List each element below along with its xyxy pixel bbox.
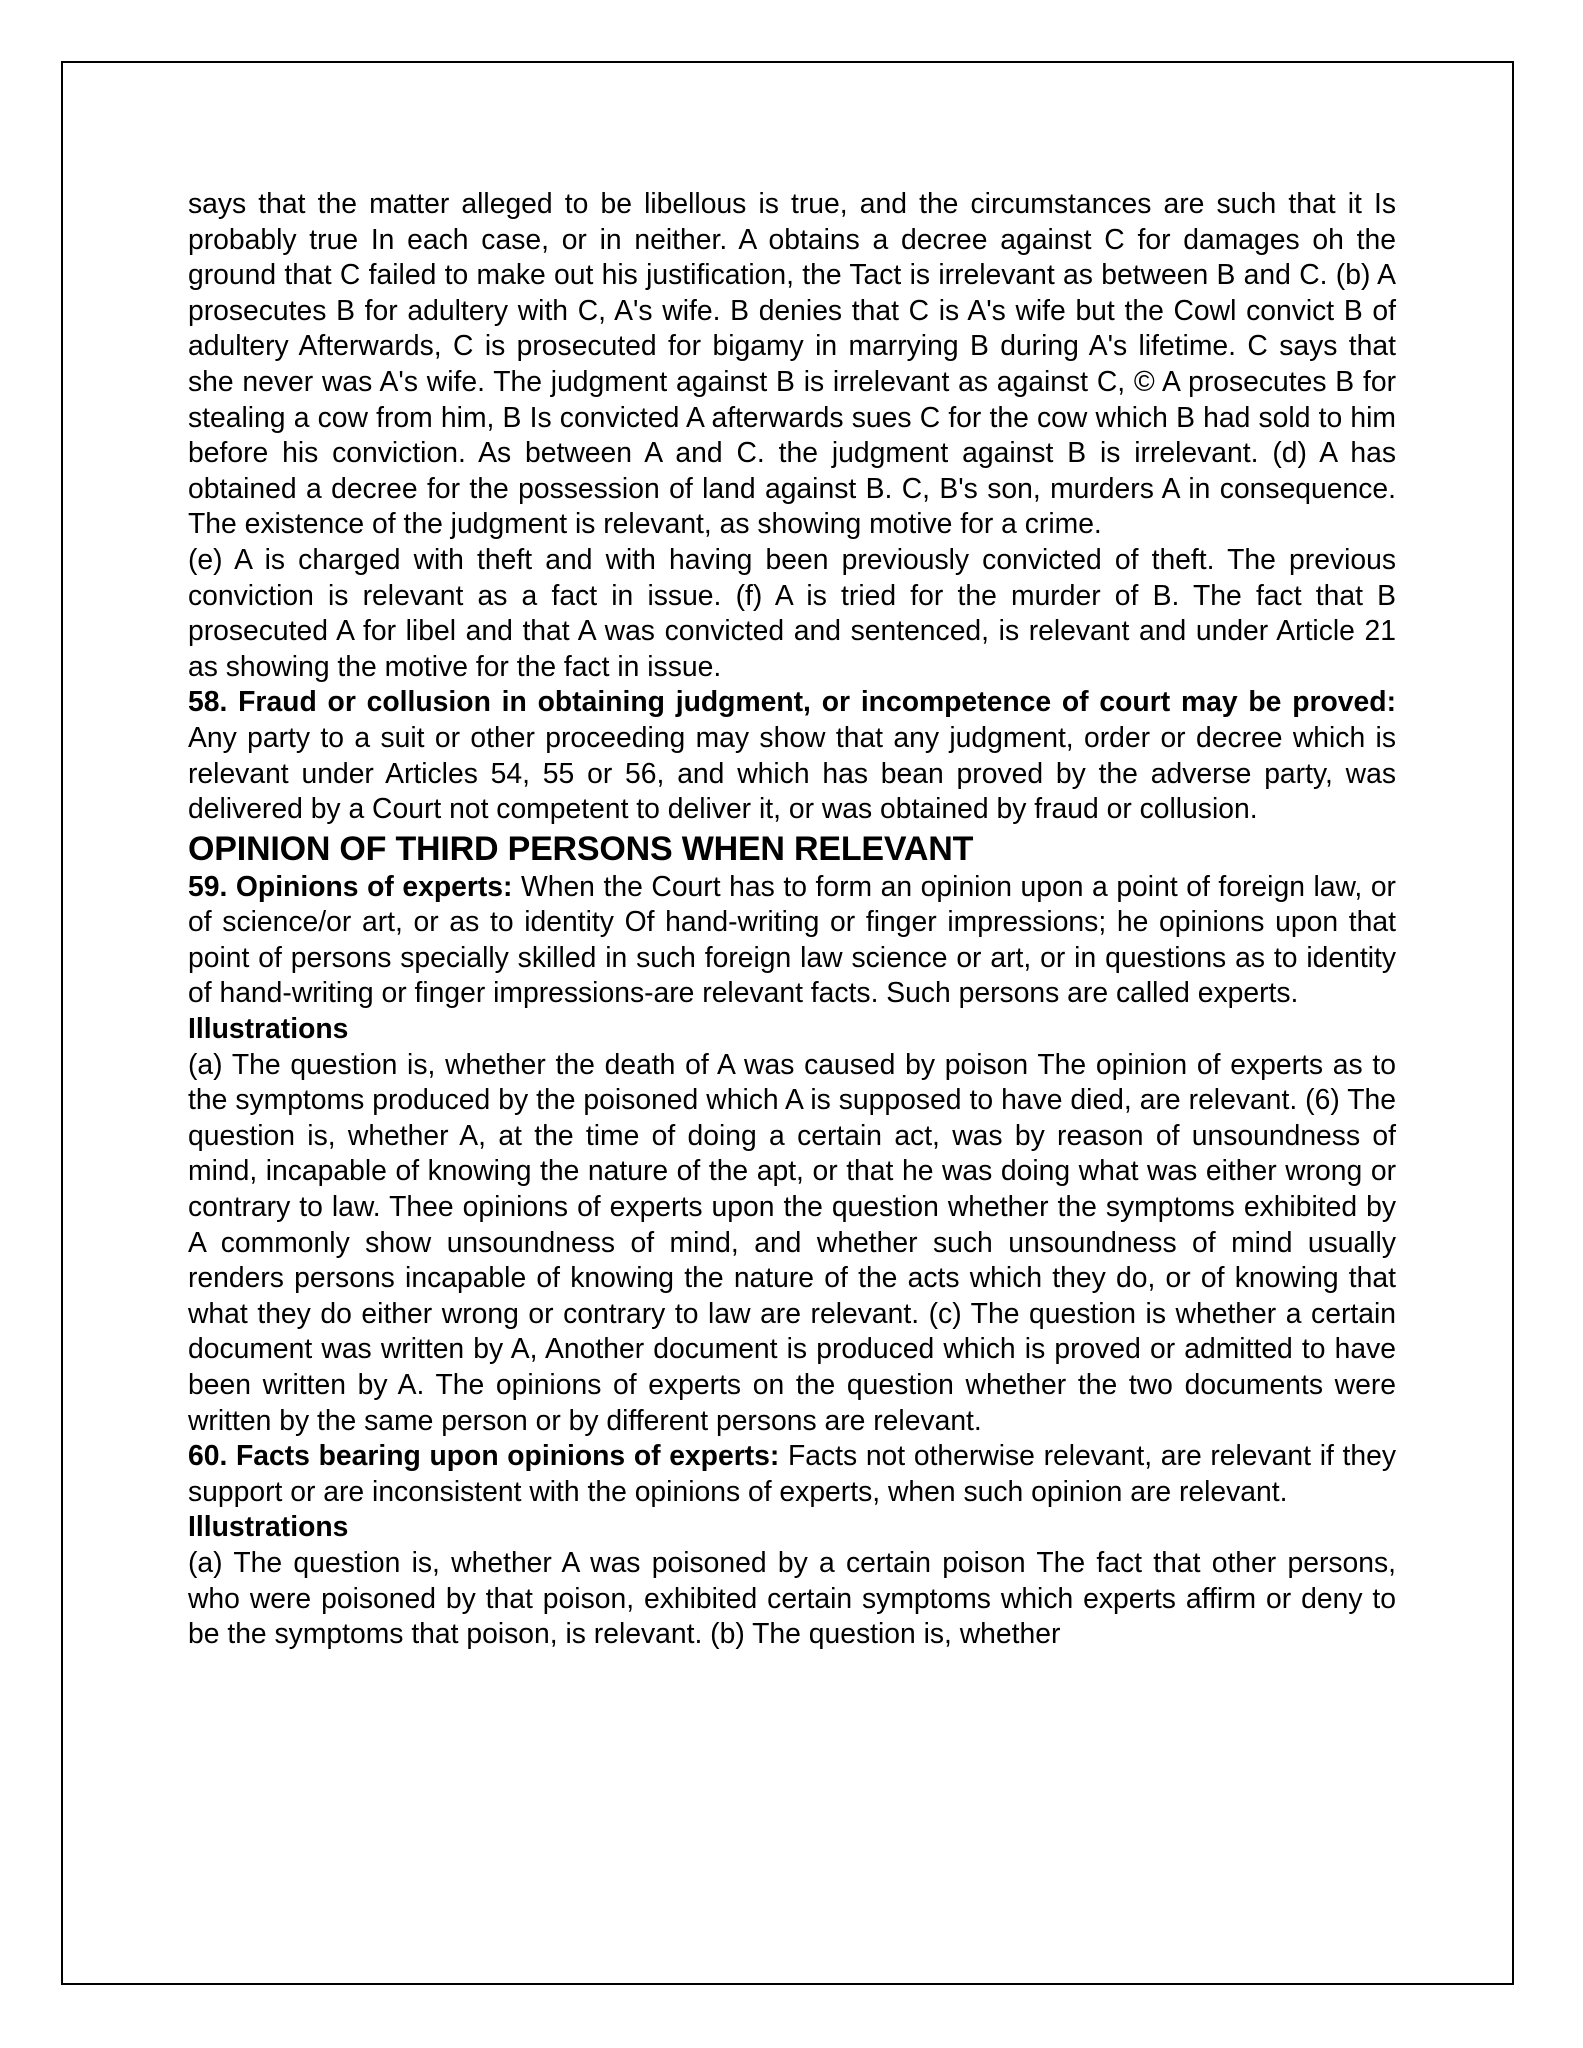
page-content [188,186,1396,1652]
section-heading: OPINION OF THIRD PERSONS WHEN RELEVANT [188,829,974,868]
article-58-body: Any party to a suit or other proceeding may show that any judgment, order or decree which is relevant under Articles 54, 55 or 56, and which has bean proved by the adverse party, was delivered by a Court not competent to deliver it, or was obtained by fraud or collusion. [188,720,1396,825]
article-59-title: 59. Opinions of experts: [188,869,513,902]
article-59-body: When the Court has to form an opinion upon a point of foreign law, or of science/or art, or as to identity Of hand-writing or finger impressions; he opinions upon that point of persons specially skilled in such foreign law science or art, or in questions as to identity of hand-writing or finger impressions-are relevant facts. Such persons are called experts. [188,869,1396,1009]
article-59-illustrations-label: Illustrations [188,1012,349,1045]
article-59-illustrations: (a) The question is, whether the death of A was caused by poison The opinion of experts as to the symptoms produced by the poisoned which A is supposed to have died, are relevant. (6) The question is, whether A, at the time of doing a certain act, was by reason of unsoundness of mind, incapable of knowing the nature of the apt, or that he was doing what was either wrong or contrary to law. Thee opinions of experts upon the question whether the symptoms exhibited by A commonly show unsoundness of mind, and whether such unsoundness of mind usually renders persons incapable of knowing the nature of the acts which they do, or of knowing that what they do either wrong or contrary to law are relevant. (c) The question is whether a certain document was written by A, Another document is produced which is proved or admitted to have been written by A. The opinions of experts on the question whether the two documents were written by the same person or by different persons are relevant. [188,1047,1396,1436]
opening-paragraph: says that the matter alleged to be libellous is true, and the circumstances are such that it Is probably true In each case, or in neither. A obtains a decree against C for damages oh the ground that C failed to make out his justification, the Tact is irrelevant as between B and C. (b) A prosecutes B for adultery with C, A's wife. B denies that C is A's wife but the Cowl convict B of adultery Afterwards, C is prosecuted for bigamy in marrying B during A's lifetime. C says that she never was A's wife. The judgment against B is irrelevant as against C, © A prosecutes B for stealing a cow from him, B Is convicted A afterwards sues C for the cow which B had sold to him before his conviction. As between A and C. the judgment against B is irrelevant. (d) A has obtained a decree for the possession of land against B. C, B's son, murders A in consequence. The existence of the judgment is relevant, as showing motive for a crime. [188,187,1396,540]
article-60-illustrations-label: Illustrations [188,1510,349,1543]
article-60-title: 60. Facts bearing upon opinions of experts: [188,1439,780,1472]
article-59-paragraph [188,869,1396,1011]
article-60-paragraph [188,1438,1396,1509]
article-58-paragraph [188,684,1396,826]
article-60-body: Facts not otherwise relevant, are relevant if they support or are inconsistent with the opinions of experts, when such opinion are relevant. [188,1439,1396,1507]
illustration-e-f-paragraph: (e) A is charged with theft and with having been previously convicted of theft. The previous conviction is relevant as a fact in issue. (f) A is tried for the murder of B. The fact that B prosecuted A for libel and that A was convicted and sentenced, is relevant and under Article 21 as showing the motive for the fact in issue. [188,542,1396,682]
article-58-title: 58. Fraud or collusion in obtaining judgment, or incompetence of court may be proved: [188,685,1396,718]
article-60-illustrations: (a) The question is, whether A was poisoned by a certain poison The fact that other persons, who were poisoned by that poison, exhibited certain symptoms which experts affirm or deny to be the symptoms that poison, is relevant. (b) The question is, whether [188,1545,1396,1650]
